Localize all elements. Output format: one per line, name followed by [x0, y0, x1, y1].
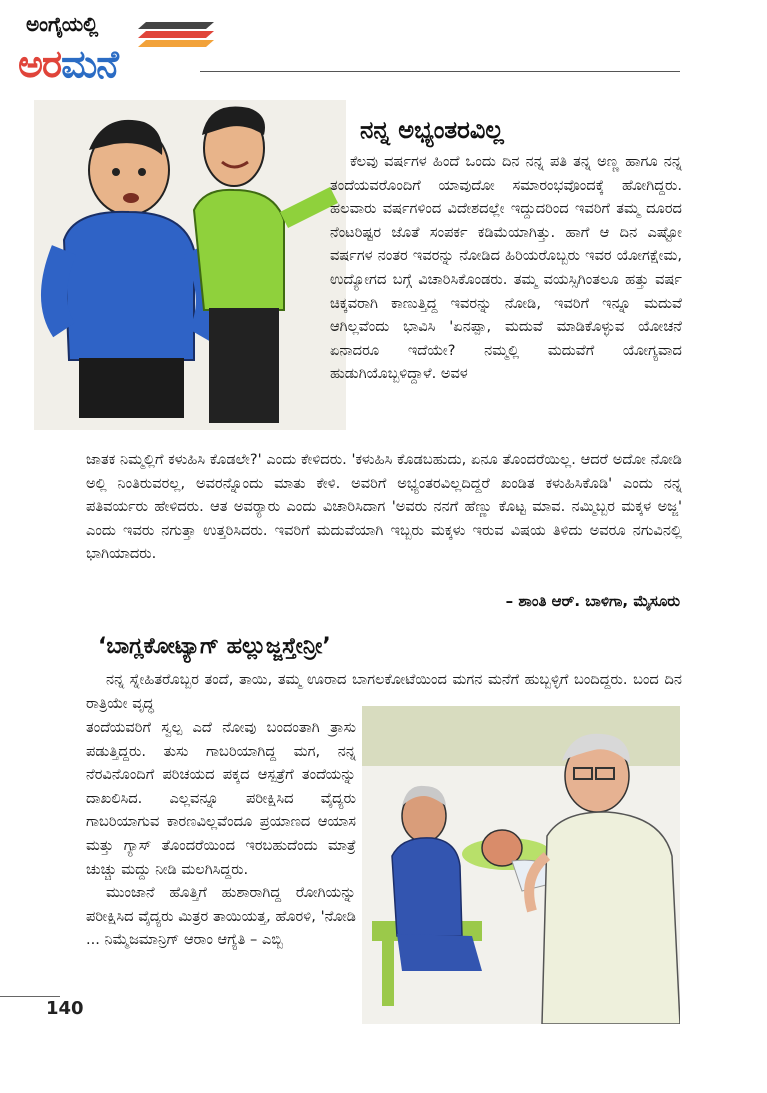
masthead-logo	[18, 8, 218, 90]
two-men-illustration-icon	[34, 100, 346, 430]
story2-text-narrow-2: ಮುಂಜಾನೆ ಹೊತ್ತಿಗೆ ಹುಶಾರಾಗಿದ್ದ ರೋಗಿಯನ್ನು ಪರೀಕ್ಷಿಸಿದ ವೈದ್ಯರು ಮಿತ್ರರ ತಾಯಿಯತ್ತ, ಹೊರಳಿ, 'ನೋಡಿ ... ನಿಮ್ಮೆಜಮಾನ್ರಿಗ್ ಆರಾಂ ಆಗ್ಯೆತಿ – ಎಬ್ಬಿ	[86, 884, 356, 949]
story1-paragraph-narrow	[330, 150, 682, 386]
story1-text-narrow: ಕೆಲವು ವರ್ಷಗಳ ಹಿಂದೆ ಒಂದು ದಿನ ನನ್ನ ಪತಿ ತನ್ನ ಅಣ್ಣ ಹಾಗೂ ನನ್ನ ತಂದೆಯವರೊಂದಿಗೆ ಯಾವುದೋ ಸಮಾರಂಭವೊಂದಕ್ಕೆ ಹೋಗಿದ್ದರು. ಹಲವಾರು ವರ್ಷಗಳಿಂದ ವಿದೇಶದಲ್ಲೇ ಇದ್ದುದರಿಂದ ಇವರಿಗೆ ತಮ್ಮ ದೂರದ ನೆಂಟರಿಷ್ಟರ ಜೊತೆ ಸಂಪರ್ಕ ಕಡಿಮೆಯಾಗಿತ್ತು. ಹಾಗೆ ಆ ದಿನ ಎಷ್ಟೋ ವರ್ಷಗಳ ನಂತರ ಇವರನ್ನು ನೋಡಿದ ಹಿರಿಯರೊಬ್ಬರು ಇವರ ಯೋಗಕ್ಷೇಮ, ಉದ್ಯೋಗದ ಬಗ್ಗೆ ವಿಚಾರಿಸಿಕೊಂಡರು. ತಮ್ಮ ವಯಸ್ಸಿಗಿಂತಲೂ ಹತ್ತು ವರ್ಷ ಚಿಕ್ಕವರಾಗಿ ಕಾಣುತ್ತಿದ್ದ ಇವರನ್ನು ನೋಡಿ, ಇವರಿಗೆ ಇನ್ನೂ ಮದುವೆ ಆಗಿಲ್ಲವೆಂದು ಭಾವಿಸಿ 'ಏನಪ್ಪಾ, ಮದುವೆ ಮಾಡಿಕೊಳ್ಳುವ ಯೋಚನೆ ಏನಾದರೂ ಇದೆಯೇ? ನಮ್ಮಲ್ಲಿ ಮದುವೆಗೆ ಯೋಗ್ಯವಾದ ಹುಡುಗಿಯೊಬ್ಬಳಿದ್ದಾಳೆ. ಅವಳ	[330, 153, 682, 383]
masthead-brand	[18, 42, 118, 87]
page-number: 140	[46, 998, 84, 1019]
masthead-stripes-icon	[136, 20, 216, 50]
story2-text-wide: ನನ್ನ ಸ್ನೇಹಿತರೊಬ್ಬರ ತಂದೆ, ತಾಯಿ, ತಮ್ಮ ಊರಾದ ಬಾಗಲಕೋಟೆಯಿಂದ ಮಗನ ಮನೆಗೆ ಹುಬ್ಬಳ್ಳಿಗೆ ಬಂದಿದ್ದರು. ಬಂದ ದಿನ ರಾತ್ರಿಯೇ ವೃದ್ಧ	[86, 671, 682, 712]
story1-illustration	[34, 100, 346, 430]
doctor-patient-illustration-icon	[362, 706, 680, 1024]
masthead-kicker: ಅಂಗೈಯಲ್ಲಿ	[26, 12, 99, 36]
story1-paragraph-wide	[86, 448, 682, 566]
brand-part-1: ಅರ	[18, 42, 62, 86]
footer-rule	[0, 996, 60, 997]
story2-text-narrow: ತಂದೆಯವರಿಗೆ ಸ್ವಲ್ಪ ಎದೆ ನೋವು ಬಂದಂತಾಗಿ ತ್ರಾಸು ಪಡುತ್ತಿದ್ದರು. ತುಸು ಗಾಬರಿಯಾಗಿದ್ದ ಮಗ, ನನ್ನ ನೆರವಿನೊಂದಿಗೆ ಪರಿಚಯದ ಪಕ್ಕದ ಆಸ್ಪತ್ರೆಗೆ ತಂದೆಯನ್ನು ದಾಖಲಿಸಿದ. ಎಲ್ಲವನ್ನೂ ಪರೀಕ್ಷಿಸಿದ ವೈದ್ಯರು ಗಾಬರಿಯಾಗುವ ಕಾರಣವಿಲ್ಲವೆಂದೂ ಪ್ರಯಾಣದ ಆಯಾಸ ಮತ್ತು ಗ್ಯಾಸ್ ತೊಂದರೆಯಿಂದ ಇರಬಹುದೆಂದು ಮಾತ್ರೆ ಚುಚ್ಚು ಮದ್ದು ನೀಡಿ ಮಲಗಿಸಿದ್ದರು.	[86, 719, 356, 878]
story2-paragraph-narrow	[86, 716, 356, 952]
header-rule	[200, 71, 680, 72]
story2-title: ‘ಬಾಗ್ಲಕೋಟ್ಯಾಗ್ ಹಲ್ಲುಜ್ಜಸ್ತೇನ್ರೀ’	[98, 634, 331, 659]
story2-illustration	[362, 706, 680, 1024]
story1-text-wide: ಜಾತಕ ನಿಮ್ಮಲ್ಲಿಗೆ ಕಳುಹಿಸಿ ಕೊಡಲೇ?' ಎಂದು ಕೇಳಿದರು. 'ಕಳುಹಿಸಿ ಕೊಡಬಹುದು, ಏನೂ ತೊಂದರೆಯಿಲ್ಲ. ಆದರೆ ಅದೋ ನೋಡಿ ಅಲ್ಲಿ ನಿಂತಿರುವರಲ್ಲ, ಅವರನ್ನೊಂದು ಮಾತು ಕೇಳಿ. ಅವರಿಗೆ ಅಭ್ಯಂತರವಿಲ್ಲದಿದ್ದರೆ ಖಂಡಿತ ಕಳುಹಿಸಿಕೊಡಿ' ಎಂದು ನನ್ನ ಪತಿವರ್ಯರು ಹೇಳಿದರು. ಆತ ಅವರ್‍ಯಾರು ಎಂದು ವಿಚಾರಿಸಿದಾಗ 'ಅವರು ನನಗೆ ಹೆಣ್ಣು ಕೊಟ್ಟ ಮಾವ. ನಮ್ಮಿಬ್ಬರ ಮಕ್ಕಳ ಅಜ್ಜ' ಎಂದು ಇವರು ನಗುತ್ತಾ ಉತ್ತರಿಸಿದರು. ಇವರಿಗೆ ಮದುವೆಯಾಗಿ ಇಬ್ಬರು ಮಕ್ಕಳು ಇರುವ ವಿಷಯ ತಿಳಿದು ಅವರೂ ನಗುವಿನಲ್ಲಿ ಭಾಗಿಯಾದರು.	[86, 451, 682, 563]
brand-part-2: ಮನೆ	[61, 42, 118, 86]
story1-title: ನನ್ನ ಅಭ್ಯಂತರವಿಲ್ಲ	[360, 116, 504, 144]
story1-byline: – ಶಾಂತಿ ಆರ್. ಬಾಳಿಗಾ, ಮೈಸೂರು	[505, 592, 680, 610]
